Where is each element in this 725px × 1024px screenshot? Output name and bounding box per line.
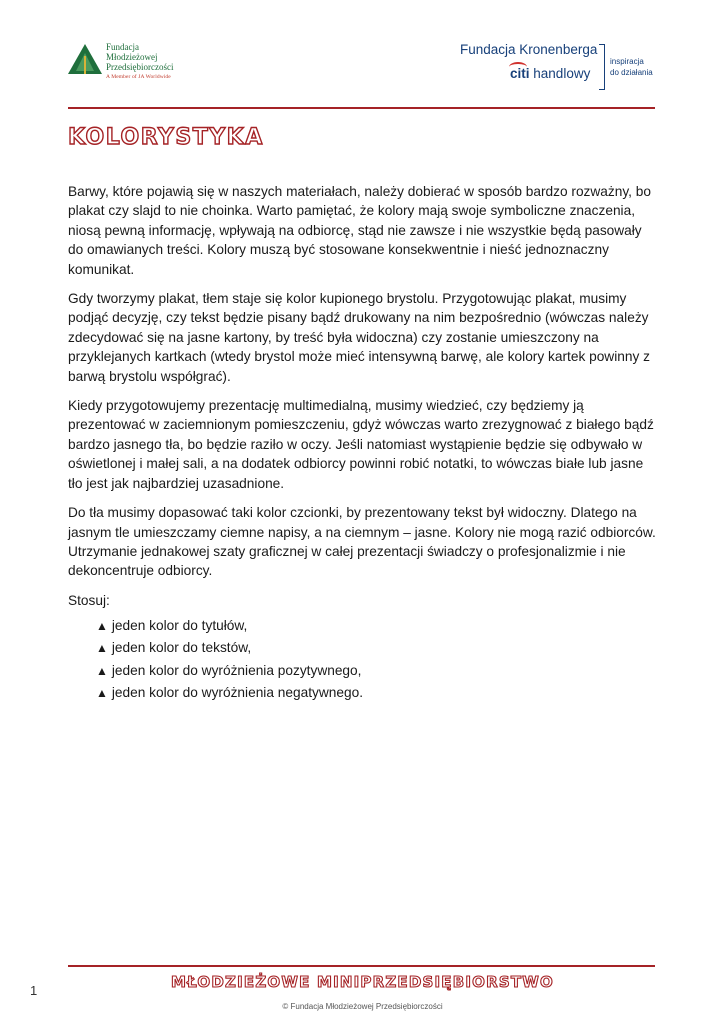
list-item: ▲ jeden kolor do wyróżnienia negatywnego. — [96, 682, 658, 704]
triangle-icon: ▲ — [96, 641, 108, 656]
paragraph: Do tła musimy dopasować taki kolor czcionki, by prezentowany tekst był widoczny. Dlatego na jasnym tle umieszczamy ciemne napisy, a na ciemnym – jasne. Kolory nie mogą razić odbiorców. Utrzymanie jednakowej szaty graficznej w całej prezentacji świadczy o profesjonalizmie i nie dekoncentruje odbiorcy. — [68, 505, 656, 579]
copyright: © Fundacja Młodzieżowej Przedsiębiorczości — [282, 1002, 443, 1011]
fmp-logo — [68, 42, 218, 84]
triangle-icon: ▲ — [96, 686, 108, 701]
handlowy-word: handlowy — [533, 66, 591, 81]
footer-title: MŁODZIEŻOWE MINIPRZEDSIĘBIORSTWO — [170, 973, 554, 991]
triangle-icon: ▲ — [96, 663, 108, 678]
fmp-member-text: A Member of JA Worldwide — [106, 74, 171, 80]
list-item: ▲ jeden kolor do tytułów, — [96, 615, 658, 637]
footer-divider — [68, 965, 655, 967]
paragraph: Gdy tworzymy plakat, tłem staje się kolor kupionego brystolu. Przygotowując plakat, musimy podjąć decyzję, czy tekst będzie pisany bądź drukowany na nim bezpośrednio (wówczas należy zdecydować się na jasne kartony, by treść była widoczna) czy zostanie umieszczony na przyklejanych kartkach (wtedy brystol może mieć intensywną barwę, ale kolory kartek powinny z barwą brystolu współgrać). — [68, 291, 650, 384]
citi-handlowy — [510, 66, 590, 81]
page-number: 1 — [30, 983, 38, 998]
bracket-divider — [599, 44, 605, 90]
list-item: ▲ jeden kolor do wyróżnienia pozytywnego, — [96, 660, 658, 682]
page-title: KOLORYSTYKA — [68, 125, 264, 150]
kronenberg-logo — [460, 42, 660, 90]
kronenberg-tagline: inspiracja do działania — [610, 57, 653, 77]
triangle-icon: ▲ — [96, 619, 108, 634]
citi-arc-icon — [509, 62, 527, 72]
bullet-list — [68, 615, 658, 704]
tree-icon — [68, 44, 102, 74]
list-item: ▲ jeden kolor do tekstów, — [96, 637, 658, 659]
kronenberg-name: Fundacja Kronenberga — [460, 42, 598, 57]
paragraph: Kiedy przygotowujemy prezentację multimedialną, musimy wiedzieć, czy będziemy ją prezentować w zaciemnionym pomieszczeniu, gdyż wówczas warto zrezygnować z białego bądź bardzo jasnego tła, bo będzie raziło w oczy. Jeśli natomiast wystąpienie będzie się odbywało w oświetlonej i małej sali, a na dodatek odbiorcy powinni robić notatki, to wówczas białe lub jasne tło jest jak najbardziej uzasadnione. — [68, 398, 654, 491]
fmp-name: Fundacja Młodzieżowej Przedsiębiorczości A Member of JA Worldwide — [106, 42, 174, 80]
citi-mark: citi — [510, 66, 530, 81]
body-text — [68, 182, 658, 704]
stosuj-label: Stosuj: — [68, 592, 110, 608]
paragraph: Barwy, które pojawią się w naszych materiałach, należy dobierać w sposób bardzo rozważny, bo plakat czy slajd to nie choinka. Warto pamiętać, że kolory mają swoje symboliczne znaczenia, niosą pewną informację, wpływają na odbiorcę, stąd nie zawsze i nie wszystkie będą pasowały do omawianych treści. Kolory muszą być stosowane konsekwentnie i nieść jednoznaczny komunikat. — [68, 184, 652, 277]
header-divider — [68, 107, 655, 109]
